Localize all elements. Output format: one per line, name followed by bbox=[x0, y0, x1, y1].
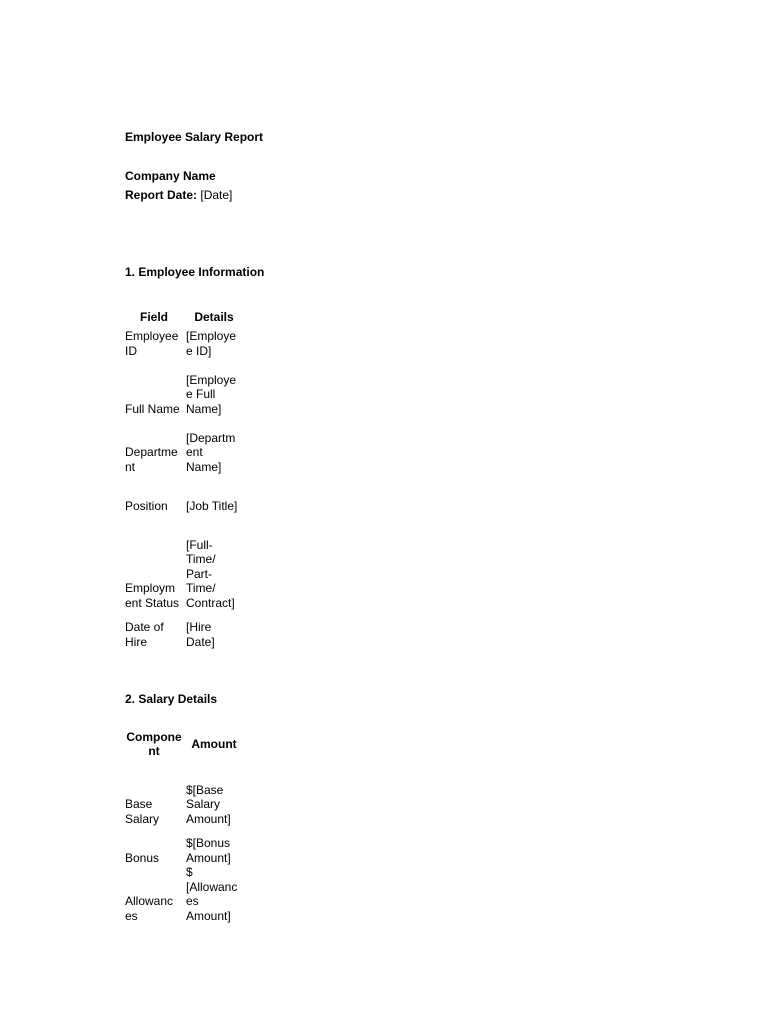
component-cell: Allowanc es bbox=[125, 894, 174, 923]
section-heading-salary-details: 2. Salary Details bbox=[125, 692, 218, 706]
table-header-row bbox=[123, 726, 245, 762]
report-date-value: [Date] bbox=[200, 188, 233, 202]
field-cell: Employee ID bbox=[125, 329, 179, 358]
field-cell: Full Name bbox=[125, 401, 180, 416]
details-cell: [Hire Date] bbox=[186, 620, 215, 649]
table-row bbox=[123, 513, 245, 610]
details-cell: [Employe e ID] bbox=[186, 329, 237, 358]
amount-cell: $[Base Salary Amount] bbox=[186, 782, 231, 826]
report-title: Employee Salary Report bbox=[125, 130, 264, 144]
amount-cell: $[Bonus Amount] bbox=[186, 836, 231, 865]
field-cell: Date of Hire bbox=[125, 620, 164, 649]
table-row bbox=[123, 416, 245, 474]
column-header-details: Details bbox=[194, 309, 234, 324]
salary-details-table bbox=[123, 726, 245, 923]
field-cell: Employm ent Status bbox=[125, 581, 180, 610]
details-cell: [Full- Time/ Part- Time/ Contract] bbox=[186, 537, 235, 610]
table-row bbox=[123, 324, 245, 358]
company-name: Company Name bbox=[125, 169, 216, 183]
amount-cell: $ [Allowanc es Amount] bbox=[186, 865, 238, 923]
table-row bbox=[123, 474, 245, 513]
table-row bbox=[123, 865, 245, 923]
column-header-component: Compone nt bbox=[126, 729, 182, 758]
details-cell: [Job Title] bbox=[186, 498, 238, 513]
section-heading-employee-information: 1. Employee Information bbox=[125, 265, 265, 279]
details-cell: [Employe e Full Name] bbox=[186, 372, 237, 416]
column-header-field: Field bbox=[139, 309, 168, 324]
table-header-row bbox=[123, 296, 245, 324]
component-cell: Bonus bbox=[125, 850, 160, 865]
field-cell: Departme nt bbox=[125, 445, 178, 474]
employee-information-table bbox=[123, 296, 245, 649]
details-cell: [Departm ent Name] bbox=[186, 430, 236, 474]
component-cell: Base Salary bbox=[125, 797, 160, 826]
table-row bbox=[123, 358, 245, 416]
report-date-line bbox=[125, 188, 232, 203]
table-row bbox=[123, 762, 245, 826]
column-header-amount: Amount bbox=[191, 736, 237, 751]
report-date-label: Report Date: bbox=[125, 188, 198, 202]
field-cell: Position bbox=[125, 498, 168, 513]
table-row bbox=[123, 826, 245, 865]
table-row bbox=[123, 610, 245, 649]
